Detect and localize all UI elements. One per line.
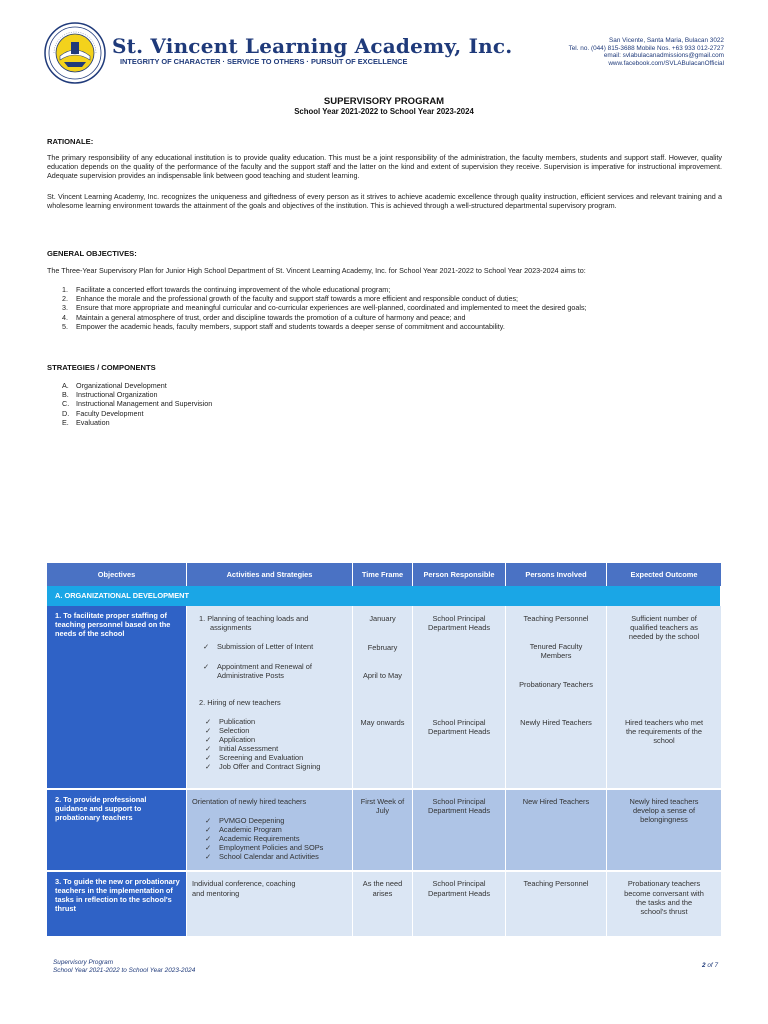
time-frame-cell: First Week of July (353, 790, 413, 870)
letterhead (44, 22, 724, 84)
list-item: 1. Facilitate a concerted effort towards the continuing improvement of the whole educational program; (62, 285, 391, 294)
objectives-heading: GENERAL OBJECTIVES: (47, 249, 137, 258)
time-frame-cell: As the need arises (353, 872, 413, 936)
check-icon: ✓ (203, 662, 210, 671)
expected-outcome-cell: Sufficient number of qualified teachers as needed by the school Hired teachers who met the requirements of the school (624, 614, 704, 745)
email[interactable]: email: svlabulacanadmissions@gmail.com (603, 52, 724, 60)
objectives-intro: The Three-Year Supervisory Plan for Junior High School Department of St. Vincent Learning Academy, Inc. for School Year 2021-2022 to School Year 2023-2024 aims to: (47, 266, 586, 275)
list-item: 5. Empower the academic heads, faculty members, support staff and students towards a deeper sense of commitment and accountability. (62, 321, 505, 331)
objective-cell: 2. To provide professional guidance and support to probationary teachers (47, 790, 187, 870)
check-icon: ✓ (205, 852, 212, 861)
strategies-list (62, 381, 212, 427)
list-item: 2. Enhance the morale and the professional growth of the faculty and support staff towards a more efficient and responsible conduct of duties; (62, 294, 519, 304)
check-icon: ✓ (205, 762, 212, 771)
column-header: Objectives (47, 563, 187, 586)
table-row (47, 872, 721, 936)
expected-outcome-cell: Probationary teachers become conversant with the tasks and the school's thrust (624, 879, 704, 916)
check-icon: ✓ (205, 717, 212, 726)
objective-cell: 1. To facilitate proper staffing of teaching personnel based on the needs of the school (47, 606, 187, 788)
check-icon: ✓ (205, 744, 212, 753)
check-icon: ✓ (205, 825, 212, 834)
column-header: Time Frame (353, 563, 413, 586)
school-seal-icon (44, 22, 106, 84)
objective-cell: 3. To guide the new or probationary teachers in the implementation of tasks in reflection to the school's thrust (47, 872, 187, 936)
rationale-paragraph-1: The primary responsibility of any educational institution is to provide quality education. This must be a joint responsibility of the administration, the faculty members, students and support staff. However, quality education depends on the quality of the performance of the faculty and the support staff and the latter on the kind and extent of supervision they receive. Supervision is imperative for instructional improvement. Adequate supervision provides an indispensable link between good teaching and student learning. (47, 153, 722, 180)
table-row (47, 790, 721, 870)
column-header: Person Responsible (413, 563, 506, 586)
person-responsible-cell: School Principal Department Heads (413, 790, 506, 870)
list-item: B. Instructional Organization (62, 390, 158, 400)
school-name: St. Vincent Learning Academy, Inc. (112, 34, 513, 58)
document-title: SUPERVISORY PROGRAM (323, 96, 445, 107)
list-item: C. Instructional Management and Supervision (62, 399, 213, 409)
activities-cell: Orientation of newly hired teachers ✓ PVMGO Deepening ✓ Academic Program ✓ Academic Requirements ✓ Employment Policies and SOPs ✓ School Calendar and Activities (187, 790, 353, 870)
section-label: A. ORGANIZATIONAL DEVELOPMENT (47, 586, 721, 606)
footer-title: Supervisory Program School Year 2021-2022 to School Year 2023-2024 (53, 959, 196, 974)
facebook-link[interactable]: www.facebook.com/SVLABulacanOfficial (608, 59, 724, 67)
check-icon: ✓ (205, 843, 212, 852)
table-header-row (47, 563, 721, 586)
list-item: E. Evaluation (62, 417, 110, 427)
activities-cell: 1. Planning of teaching loads and assignments ✓ Submission of Letter of Intent ✓ Appointment and Renewal of Administrative Posts 2. Hiring of new teachers ✓ Publication ✓ Selection ✓ Application ✓ Initial Assessment ✓ Screening and Evaluation ✓ Job Offer and Contract Signing (187, 606, 353, 788)
check-icon: ✓ (205, 753, 212, 762)
person-responsible-cell: School Principal Department Heads (413, 872, 506, 936)
phone: Tel. no. (044) 815-3688 Mobile Nos. +63 933 012-2727 (568, 44, 724, 52)
list-item: A. Organizational Development (62, 381, 167, 390)
persons-involved-cell: Teaching Personnel (506, 872, 607, 936)
check-icon: ✓ (205, 735, 212, 744)
expected-outcome-cell: Newly hired teachers develop a sense of belongingness (629, 797, 699, 824)
rationale-heading: RATIONALE: (47, 137, 94, 146)
check-icon: ✓ (205, 816, 212, 825)
column-header: Activities and Strategies (187, 563, 353, 586)
check-icon: ✓ (203, 642, 210, 651)
list-item: D. Faculty Development (62, 408, 144, 418)
objectives-list (62, 285, 587, 331)
check-icon: ✓ (205, 834, 212, 843)
rationale-paragraph-2: St. Vincent Learning Academy, Inc. recognizes the uniqueness and giftedness of every person as it strives to achieve academic excellence through quality instruction, efficient services and relevant training and a wholesome learning environment towards the attainment of the goals and objectives of the institution. This is achieved through a well-structured departmental supervisory program. (47, 192, 722, 210)
list-item: 4. Maintain a general atmosphere of trust, order and discipline towards the promotion of a culture of harmony and peace; and (62, 312, 466, 322)
section-row (47, 586, 721, 606)
time-frame-cell: January February April to May May onwards (353, 606, 413, 788)
persons-involved-cell: Teaching Personnel Tenured Faculty Members Probationary Teachers Newly Hired Teachers (506, 606, 607, 788)
address: San Vicente, Santa Maria, Bulacan 3022 (609, 37, 724, 44)
school-motto: INTEGRITY OF CHARACTER · SERVICE TO OTHERS · PURSUIT OF EXCELLENCE (120, 57, 408, 66)
person-responsible-cell: School Principal Department Heads School Principal Department Heads (413, 606, 506, 788)
strategies-heading: STRATEGIES / COMPONENTS (47, 363, 156, 372)
contact-block (569, 37, 724, 67)
check-icon: ✓ (205, 726, 212, 735)
page-number: 2 of 7 (701, 962, 718, 969)
table-row (47, 606, 721, 788)
document-subtitle: School Year 2021-2022 to School Year 2023-2024 (294, 107, 474, 116)
activities-cell: Individual conference, coaching and mentoring (187, 872, 353, 936)
column-header: Expected Outcome (630, 570, 698, 579)
column-header: Persons Involved (506, 563, 607, 586)
list-item: 3. Ensure that more appropriate and meaningful curricular and co-curricular experiences are well-planned, coordinated and implemented to meet the desired goals; (62, 303, 587, 313)
persons-involved-cell: New Hired Teachers (506, 790, 607, 870)
